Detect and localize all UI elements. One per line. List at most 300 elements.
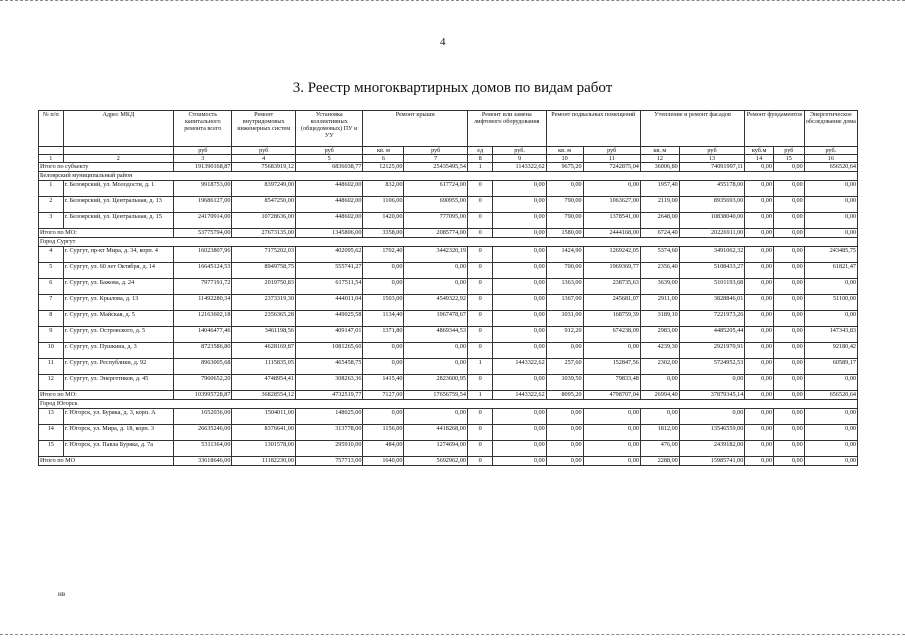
table-cell: 13546559,00 xyxy=(679,425,745,441)
page-number: 4 xyxy=(440,36,446,48)
table-cell: 1424,90 xyxy=(546,247,583,263)
table-cell: 4418268,00 xyxy=(404,425,467,441)
section-total-cell: 0,00 xyxy=(745,391,774,400)
table-cell: 0,00 xyxy=(745,181,774,197)
table-cell: 0,00 xyxy=(493,425,546,441)
unit-cell: кв. м xyxy=(546,147,583,155)
address-cell: г. Югорск, ул. Павла Буряка, д. 7а xyxy=(63,441,174,457)
section-total-cell: 0,00 xyxy=(773,229,804,238)
column-number-cell: 6 xyxy=(363,155,404,163)
table-cell: 0,00 xyxy=(745,279,774,295)
address-cell: г. Белоярский, ул. Центральная, д. 15 xyxy=(63,213,174,229)
table-cell: 16023807,96 xyxy=(174,247,232,263)
table-cell: 8723586,80 xyxy=(174,343,232,359)
table-cell: 0 xyxy=(467,343,493,359)
table-cell: 0 xyxy=(467,311,493,327)
table-cell: 2356365,28 xyxy=(232,311,295,327)
table-cell: 1702,40 xyxy=(363,247,404,263)
table-cell: 308263,36 xyxy=(295,375,363,391)
address-cell: г. Белоярский, ул. Молодости, д. 1 xyxy=(63,181,174,197)
table-cell: 700,00 xyxy=(546,263,583,279)
units-cell-blank xyxy=(63,147,174,155)
table-cell: 1371,80 xyxy=(363,327,404,343)
table-cell: 1274694,00 xyxy=(404,441,467,457)
table-cell: 0,00 xyxy=(583,343,640,359)
table-cell: 0,00 xyxy=(679,375,745,391)
subject-total-cell: 1 xyxy=(467,163,493,172)
section-total-cell: 27673135,00 xyxy=(232,229,295,238)
table-cell: 0,00 xyxy=(773,375,804,391)
section-header-row xyxy=(39,400,858,409)
table-cell: 0,00 xyxy=(546,441,583,457)
section-total-cell: 1345806,00 xyxy=(295,229,363,238)
table-cell: 0,00 xyxy=(363,409,404,425)
section-total-cell: 1443322,62 xyxy=(493,391,546,400)
section-total-label: Итого по МО: xyxy=(39,391,174,400)
column-number-cell: 10 xyxy=(546,155,583,163)
table-cell: 0 xyxy=(467,425,493,441)
table-cell: 8935693,00 xyxy=(679,197,745,213)
table-cell: 1503,00 xyxy=(363,295,404,311)
address-cell: г. Сургут, ул. Бажова, д. 24 xyxy=(63,279,174,295)
table-cell: 1269242,05 xyxy=(583,247,640,263)
table-cell: 0,00 xyxy=(804,441,857,457)
table-cell: 0,00 xyxy=(583,441,640,457)
table-cell: 14 xyxy=(39,425,64,441)
table-cell: 12163602,18 xyxy=(174,311,232,327)
table-cell: 5374,60 xyxy=(640,247,679,263)
table-cell: 0,00 xyxy=(363,279,404,295)
address-cell: г. Сургут, ул. 60 лет Октября, д. 14 xyxy=(63,263,174,279)
table-cell: 14046477,46 xyxy=(174,327,232,343)
table-cell: 11 xyxy=(39,359,64,375)
table-cell: 13 xyxy=(39,409,64,425)
table-cell: 92180,42 xyxy=(804,343,857,359)
unit-cell: руб. xyxy=(493,147,546,155)
table-cell: 617511,54 xyxy=(295,279,363,295)
table-cell: 0,00 xyxy=(493,197,546,213)
table-cell: 0,00 xyxy=(640,409,679,425)
table-cell: 0,00 xyxy=(773,311,804,327)
table-cell: 0,00 xyxy=(804,409,857,425)
table-cell: 1367,00 xyxy=(546,295,583,311)
table-cell: 2911,00 xyxy=(640,295,679,311)
unit-cell: кв. м xyxy=(640,147,679,155)
table-cell: 555741,27 xyxy=(295,263,363,279)
table-cell: 777095,00 xyxy=(404,213,467,229)
section-name: Белоярский муниципальный район xyxy=(39,172,858,181)
table-cell: 0,00 xyxy=(745,263,774,279)
table-cell: 448602,00 xyxy=(295,213,363,229)
unit-cell: руб xyxy=(583,147,640,155)
table-cell: 0,00 xyxy=(773,197,804,213)
table-cell: 168759,39 xyxy=(583,311,640,327)
unit-cell: руб xyxy=(773,147,804,155)
table-cell: 674238,09 xyxy=(583,327,640,343)
table-cell: 3461198,56 xyxy=(232,327,295,343)
table-cell: 4869344,53 xyxy=(404,327,467,343)
table-cell: 5 xyxy=(39,263,64,279)
section-header-row xyxy=(39,172,858,181)
table-cell: 1301578,00 xyxy=(232,441,295,457)
table-cell: 0,00 xyxy=(773,359,804,375)
table-cell: 2302,00 xyxy=(640,359,679,375)
table-cell: 0,00 xyxy=(804,181,857,197)
table-cell: 2019750,83 xyxy=(232,279,295,295)
column-number-cell: 5 xyxy=(295,155,363,163)
header-lift: Ремонт или замена лифтового оборудования xyxy=(467,111,546,147)
table-cell: 790,00 xyxy=(546,213,583,229)
table-cell: 5311364,00 xyxy=(174,441,232,457)
section-total-cell: 4732519,77 xyxy=(295,391,363,400)
column-number-cell: 12 xyxy=(640,155,679,163)
table-cell: 4748954,41 xyxy=(232,375,295,391)
table-cell: 1957,40 xyxy=(640,181,679,197)
column-number-cell: 14 xyxy=(745,155,774,163)
unit-cell: руб xyxy=(679,147,745,155)
unit-cell: руб xyxy=(295,147,363,155)
table-cell: 3491062,32 xyxy=(679,247,745,263)
table-row xyxy=(39,375,858,391)
table-cell: 10 xyxy=(39,343,64,359)
table-cell: 0,00 xyxy=(745,247,774,263)
column-number-cell: 16 xyxy=(804,155,857,163)
table-cell: 313778,00 xyxy=(295,425,363,441)
table-cell: 0,00 xyxy=(493,263,546,279)
subject-total-cell: 25435495,54 xyxy=(404,163,467,172)
table-cell: 476,00 xyxy=(640,441,679,457)
table-cell: 0,00 xyxy=(404,263,467,279)
table-cell: 0,00 xyxy=(773,425,804,441)
table-cell: 0,00 xyxy=(773,263,804,279)
table-cell: 0,00 xyxy=(404,359,467,375)
header-meters: Установка коллективных (общедомовых) ПУ и УУ xyxy=(295,111,363,147)
section-total-cell: 53775794,00 xyxy=(174,229,232,238)
table-cell: 0 xyxy=(467,375,493,391)
subject-total-cell: 9675,20 xyxy=(546,163,583,172)
units-cell-blank xyxy=(39,147,64,155)
table-cell: 0,00 xyxy=(745,311,774,327)
unit-cell: руб. xyxy=(804,147,857,155)
table-cell: 1134,40 xyxy=(363,311,404,327)
table-cell: 0 xyxy=(467,197,493,213)
section-total-row xyxy=(39,229,858,238)
table-cell: 2921970,91 xyxy=(679,343,745,359)
table-cell: 1031,00 xyxy=(546,311,583,327)
header-num: № п/п xyxy=(39,111,64,147)
section-total-cell: 0,00 xyxy=(745,229,774,238)
table-cell: 0,00 xyxy=(404,409,467,425)
table-cell: 0 xyxy=(467,441,493,457)
section-total-cell: 5692962,00 xyxy=(404,457,467,466)
section-total-cell: 656520,64 xyxy=(804,391,857,400)
table-cell: 1504011,00 xyxy=(232,409,295,425)
table-cell: 0,00 xyxy=(493,295,546,311)
table-row xyxy=(39,425,858,441)
table-cell: 0,00 xyxy=(493,327,546,343)
table-cell: 484,00 xyxy=(363,441,404,457)
section-total-cell: 0 xyxy=(467,229,493,238)
table-cell: 4628169,87 xyxy=(232,343,295,359)
table-cell: 0,00 xyxy=(363,263,404,279)
table-cell: 1652036,00 xyxy=(174,409,232,425)
table-cell: 9 xyxy=(39,327,64,343)
table-cell: 1106,00 xyxy=(363,197,404,213)
table-cell: 60589,17 xyxy=(804,359,857,375)
table-cell: 0,00 xyxy=(493,247,546,263)
table-cell: 16645124,53 xyxy=(174,263,232,279)
table-cell: 0 xyxy=(467,213,493,229)
section-total-cell: 6724,40 xyxy=(640,229,679,238)
subject-total-cell: 0,00 xyxy=(745,163,774,172)
table-cell: 0,00 xyxy=(804,311,857,327)
table-row xyxy=(39,263,858,279)
unit-cell: руб xyxy=(174,147,232,155)
table-row xyxy=(39,279,858,295)
table-cell: 0,00 xyxy=(546,425,583,441)
address-cell: г. Белоярский, ул. Центральная, д. 13 xyxy=(63,197,174,213)
table-cell: 1378541,00 xyxy=(583,213,640,229)
section-total-cell: 33618646,00 xyxy=(174,457,232,466)
table-cell: 0,00 xyxy=(745,441,774,457)
section-total-label: Итого по МО: xyxy=(39,229,174,238)
table-row xyxy=(39,359,858,375)
table-cell: 243485,75 xyxy=(804,247,857,263)
table-cell: 0 xyxy=(467,409,493,425)
table-cell: 0,00 xyxy=(773,247,804,263)
table-cell: 10838040,00 xyxy=(679,213,745,229)
address-cell: г. Сургут, ул. Энергетиков, д. 45 xyxy=(63,375,174,391)
address-cell: г. Сургут, ул. Крылова, д. 13 xyxy=(63,295,174,311)
section-total-cell: 757713,00 xyxy=(295,457,363,466)
section-total-label: Итого по МО xyxy=(39,457,174,466)
column-number-cell: 4 xyxy=(232,155,295,163)
table-cell: 0,00 xyxy=(583,409,640,425)
table-cell: 0,00 xyxy=(404,343,467,359)
subject-total-cell: 75683919,12 xyxy=(232,163,295,172)
column-number-cell: 9 xyxy=(493,155,546,163)
footer-mark: нв xyxy=(58,590,66,598)
table-cell: 1443322,62 xyxy=(493,359,546,375)
table-cell: 0 xyxy=(467,181,493,197)
subject-total-cell: 191390168,87 xyxy=(174,163,232,172)
section-total-cell: 11182230,00 xyxy=(232,457,295,466)
table-row xyxy=(39,181,858,197)
table-cell: 409147,01 xyxy=(295,327,363,343)
address-cell: г. Сургут, ул. Островского, д. 5 xyxy=(63,327,174,343)
table-row xyxy=(39,213,858,229)
table-cell: 0,00 xyxy=(546,409,583,425)
table-cell: 0,00 xyxy=(546,181,583,197)
table-cell: 465458,75 xyxy=(295,359,363,375)
unit-cell: куб.м xyxy=(745,147,774,155)
subject-total-cell: 74091997,11 xyxy=(679,163,745,172)
table-cell: 4 xyxy=(39,247,64,263)
table-cell: 455178,00 xyxy=(679,181,745,197)
table-cell: 0,00 xyxy=(546,343,583,359)
table-cell: 0,00 xyxy=(363,359,404,375)
table-cell: 152847,56 xyxy=(583,359,640,375)
table-cell: 448602,00 xyxy=(295,197,363,213)
table-cell: 0,00 xyxy=(493,441,546,457)
table-cell: 0,00 xyxy=(679,409,745,425)
table-row xyxy=(39,311,858,327)
column-number-cell: 8 xyxy=(467,155,493,163)
address-cell: г. Сургут, ул. Майская, д. 5 xyxy=(63,311,174,327)
table-cell: 245681,07 xyxy=(583,295,640,311)
header-facade: Утепление и ремонт фасадов xyxy=(640,111,744,147)
section-total-cell: 0,00 xyxy=(804,229,857,238)
header-engineering: Ремонт внутридомовых инженерных систем xyxy=(232,111,295,147)
table-cell: 0,00 xyxy=(493,409,546,425)
address-cell: г. Сургут, пр-кт Мира, д. 34, корп. 4 xyxy=(63,247,174,263)
table-cell: 1 xyxy=(467,359,493,375)
address-cell: г. Сургут, ул. Республики, д. 92 xyxy=(63,359,174,375)
table-cell: 2119,00 xyxy=(640,197,679,213)
column-number-cell: 7 xyxy=(404,155,467,163)
table-cell: 0,00 xyxy=(493,279,546,295)
table-cell: 0,00 xyxy=(804,213,857,229)
table-cell: 3828846,01 xyxy=(679,295,745,311)
table-cell: 295910,00 xyxy=(295,441,363,457)
section-total-cell: 0,00 xyxy=(493,229,546,238)
table-cell: 9918753,00 xyxy=(174,181,232,197)
table-cell: 7175202,03 xyxy=(232,247,295,263)
section-total-cell: 1640,00 xyxy=(363,457,404,466)
column-number-cell: 13 xyxy=(679,155,745,163)
table-cell: 449025,58 xyxy=(295,311,363,327)
section-total-cell: 0,00 xyxy=(773,457,804,466)
bottom-dashed-border xyxy=(0,634,905,637)
table-cell: 0,00 xyxy=(773,279,804,295)
table-cell: 1039,50 xyxy=(546,375,583,391)
section-total-cell: 1580,00 xyxy=(546,229,583,238)
table-cell: 5724952,53 xyxy=(679,359,745,375)
table-cell: 8397249,00 xyxy=(232,181,295,197)
header-total-cost: Стоимость капитального ремонта всего xyxy=(174,111,232,147)
table-cell: 0 xyxy=(467,295,493,311)
section-total-cell: 37879345,14 xyxy=(679,391,745,400)
header-basement: Ремонт подвальных помещений xyxy=(546,111,640,147)
units-row xyxy=(39,147,858,155)
table-cell: 1115835,05 xyxy=(232,359,295,375)
table-cell: 24170914,00 xyxy=(174,213,232,229)
table-cell: 238735,63 xyxy=(583,279,640,295)
table-cell: 4485205,44 xyxy=(679,327,745,343)
column-number-cell: 2 xyxy=(63,155,174,163)
table-cell: 4549322,92 xyxy=(404,295,467,311)
table-cell: 1063627,00 xyxy=(583,197,640,213)
section-name: Город Югорск xyxy=(39,400,858,409)
table-cell: 12 xyxy=(39,375,64,391)
section-total-row xyxy=(39,457,858,466)
section-total-cell: 4798707,04 xyxy=(583,391,640,400)
table-cell: 0,00 xyxy=(745,327,774,343)
table-cell: 2 xyxy=(39,197,64,213)
table-cell: 0,00 xyxy=(404,279,467,295)
table-cell: 1812,00 xyxy=(640,425,679,441)
table-cell: 0,00 xyxy=(363,343,404,359)
table-row xyxy=(39,247,858,263)
unit-cell: кв. м xyxy=(363,147,404,155)
table-cell: 6 xyxy=(39,279,64,295)
table-cell: 1969369,77 xyxy=(583,263,640,279)
subject-total-row xyxy=(39,163,858,172)
table-cell: 912,20 xyxy=(546,327,583,343)
section-total-cell: 36828554,12 xyxy=(232,391,295,400)
table-cell: 1 xyxy=(39,181,64,197)
section-total-cell: 0,00 xyxy=(804,457,857,466)
table-cell: 0 xyxy=(467,247,493,263)
section-total-cell: 3358,00 xyxy=(363,229,404,238)
section-total-cell: 7127,00 xyxy=(363,391,404,400)
top-dashed-border xyxy=(0,0,905,5)
table-cell: 5108433,27 xyxy=(679,263,745,279)
subject-total-cell: 7242875,04 xyxy=(583,163,640,172)
section-total-cell: 1 xyxy=(467,391,493,400)
page-title: 3. Реестр многоквартирных домов по видам работ xyxy=(292,80,613,96)
unit-cell: ед xyxy=(467,147,493,155)
section-total-cell: 2085774,00 xyxy=(404,229,467,238)
table-cell: 0,00 xyxy=(745,375,774,391)
column-numbers-row xyxy=(39,155,858,163)
table-row xyxy=(39,327,858,343)
table-cell: 0,00 xyxy=(493,213,546,229)
table-cell: 1420,00 xyxy=(363,213,404,229)
registry-table xyxy=(38,110,858,466)
table-cell: 8963005,68 xyxy=(174,359,232,375)
section-name: Город Сургут xyxy=(39,238,858,247)
section-total-cell: 0,00 xyxy=(745,457,774,466)
section-total-cell: 15985741,00 xyxy=(679,457,745,466)
table-cell: 832,00 xyxy=(363,181,404,197)
table-cell: 0,00 xyxy=(773,327,804,343)
section-total-cell: 2288,00 xyxy=(640,457,679,466)
subject-total-label: Итого по субъекту xyxy=(39,163,174,172)
table-cell: 0,00 xyxy=(804,375,857,391)
table-cell: 51100,00 xyxy=(804,295,857,311)
table-cell: 0,00 xyxy=(773,441,804,457)
table-cell: 1967478,67 xyxy=(404,311,467,327)
section-total-cell: 26994,40 xyxy=(640,391,679,400)
unit-cell: руб xyxy=(232,147,295,155)
column-number-cell: 3 xyxy=(174,155,232,163)
column-number-cell: 1 xyxy=(39,155,64,163)
table-cell: 8547250,00 xyxy=(232,197,295,213)
table-cell: 444011,04 xyxy=(295,295,363,311)
table-cell: 2823600,95 xyxy=(404,375,467,391)
table-row xyxy=(39,343,858,359)
table-cell: 8376641,00 xyxy=(232,425,295,441)
address-cell: г. Югорск, ул. Мира, д. 18, корп. 3 xyxy=(63,425,174,441)
table-cell: 15 xyxy=(39,441,64,457)
table-cell: 0,00 xyxy=(804,425,857,441)
header-row xyxy=(39,111,858,147)
table-cell: 3 xyxy=(39,213,64,229)
header-energy-audit: Энергетическое обследование дома xyxy=(804,111,857,147)
table-cell: 3639,00 xyxy=(640,279,679,295)
table-cell: 0 xyxy=(467,263,493,279)
unit-cell: руб xyxy=(404,147,467,155)
table-cell: 0,00 xyxy=(804,197,857,213)
table-cell: 0,00 xyxy=(773,213,804,229)
table-cell: 0,00 xyxy=(493,343,546,359)
table-cell: 147343,83 xyxy=(804,327,857,343)
section-total-cell: 0,00 xyxy=(773,391,804,400)
table-cell: 1363,00 xyxy=(546,279,583,295)
table-cell: 0,00 xyxy=(745,295,774,311)
table-cell: 5101193,68 xyxy=(679,279,745,295)
